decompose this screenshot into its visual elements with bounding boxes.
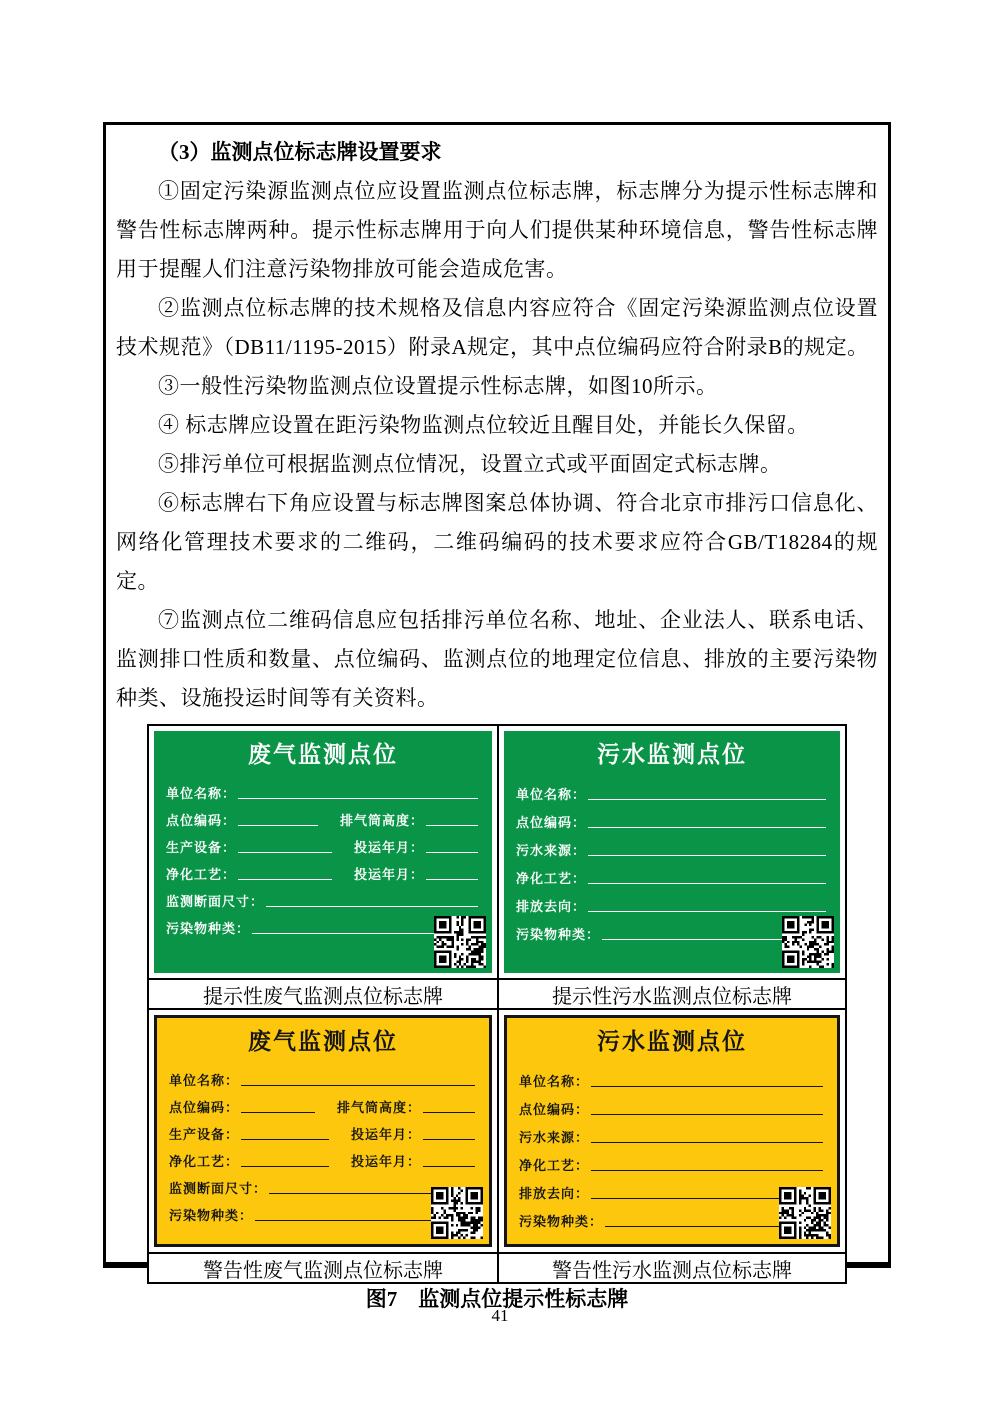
field-label: 单位名称： (519, 1074, 590, 1089)
field-underline (588, 799, 826, 800)
sign-water-prompt (504, 731, 840, 973)
field-underline (588, 911, 826, 912)
qr-code (782, 916, 834, 968)
field-underline (588, 883, 826, 884)
field-underline (588, 855, 826, 856)
field-label: 生产设备： (166, 840, 237, 855)
qr-code (779, 1187, 831, 1239)
sign-title: 废气监测点位 (248, 1028, 398, 1054)
field-row (166, 856, 480, 883)
field-label: 净化工艺： (519, 1158, 590, 1173)
field-label: 投运年月： (353, 840, 424, 855)
field-row (516, 775, 828, 803)
field-underline (238, 852, 332, 853)
sign-title: 废气监测点位 (248, 741, 398, 767)
field-label: 投运年月： (350, 1127, 421, 1142)
paragraph-3: ③一般性污染物监测点位设置提示性标志牌，如图10所示。 (158, 374, 718, 398)
sign-gas-prompt (154, 731, 492, 973)
field-label: 污水来源： (519, 1130, 590, 1145)
field-row (519, 1118, 825, 1146)
cell-water-prompt (497, 726, 845, 978)
caption-water-prompt: 提示性污水监测点位标志牌 (497, 978, 845, 1008)
field-label: 点位编码： (166, 813, 237, 828)
field-underline (591, 1086, 823, 1087)
field-label: 排放去向： (519, 1186, 590, 1201)
paragraph-7: ⑦监测点位二维码信息应包括排污单位名称、地址、企业法人、联系电话、监测排口性质和数量、点位编码、监测点位的地理定位信息、排放的主要污染物种类、设施投运时间等有关资料。 (116, 608, 878, 710)
field-label: 污水来源： (516, 843, 587, 858)
field-row (166, 829, 480, 856)
field-label: 监测断面尺寸： (169, 1181, 268, 1196)
field-label: 排放去向： (516, 899, 587, 914)
field-row (166, 883, 480, 910)
field-label: 点位编码： (516, 815, 587, 830)
field-row (169, 1089, 477, 1116)
sign-gas-warning (154, 1015, 492, 1247)
field-label: 点位编码： (169, 1100, 240, 1115)
field-row (169, 1062, 477, 1089)
field-row (516, 831, 828, 859)
page-number: 41 (491, 1306, 509, 1325)
field-label: 生产设备： (169, 1127, 240, 1142)
field-row (166, 802, 480, 829)
cell-gas-warning (149, 1008, 497, 1252)
field-row (169, 1116, 477, 1143)
field-label: 污染物种类： (516, 927, 601, 942)
cell-water-warning (497, 1008, 845, 1252)
caption-gas-warning: 警告性废气监测点位标志牌 (149, 1252, 497, 1282)
caption-gas-prompt: 提示性废气监测点位标志牌 (149, 978, 497, 1008)
cell-gas-prompt (149, 726, 497, 978)
paragraph-1: ①固定污染源监测点位应设置监测点位标志牌，标志牌分为提示性标志牌和警告性标志牌两种。提示性标志牌用于向人们提供某种环境信息，警告性标志牌用于提醒人们注意污染物排放可能会造成危害。 (116, 179, 878, 281)
qr-code (434, 916, 486, 968)
sign-title: 污水监测点位 (597, 1028, 747, 1054)
field-row (166, 775, 480, 802)
field-underline (588, 827, 826, 828)
field-underline (423, 1112, 475, 1113)
field-label: 污染物种类： (519, 1214, 604, 1229)
paragraph-2: ②监测点位标志牌的技术规格及信息内容应符合《固定污染源监测点位设置技术规范》（DB11/1195-2015）附录A规定，其中点位编码应符合附录B的规定。 (116, 296, 878, 359)
field-label: 投运年月： (350, 1154, 421, 1169)
field-label: 污染物种类： (166, 921, 251, 936)
field-row (516, 803, 828, 831)
field-underline (426, 825, 478, 826)
field-label: 净化工艺： (166, 867, 237, 882)
field-underline (238, 798, 478, 799)
field-row (519, 1146, 825, 1174)
paragraph-6: ⑥标志牌右下角应设置与标志牌图案总体协调、符合北京市排污口信息化、网络化管理技术要求的二维码，二维码编码的技术要求应符合GB/T18284的规定。 (116, 491, 878, 593)
field-row (516, 887, 828, 915)
field-underline (241, 1112, 315, 1113)
field-label: 投运年月： (353, 867, 424, 882)
field-underline (423, 1166, 475, 1167)
figure-caption: 图7 监测点位提示性标志牌 (365, 1287, 629, 1311)
field-underline (591, 1142, 823, 1143)
caption-water-warning: 警告性污水监测点位标志牌 (497, 1252, 845, 1282)
field-label: 净化工艺： (516, 871, 587, 886)
field-row (166, 910, 480, 937)
field-underline (423, 1139, 475, 1140)
field-underline (426, 852, 478, 853)
field-label: 点位编码： (519, 1102, 590, 1117)
field-underline (426, 879, 478, 880)
field-label: 监测断面尺寸： (166, 894, 265, 909)
field-row (169, 1143, 477, 1170)
paragraph-4: ④ 标志牌应设置在距污染物监测点位较近且醒目处，并能长久保留。 (158, 413, 809, 437)
field-underline (266, 906, 478, 907)
paragraph-5: ⑤排污单位可根据监测点位情况，设置立式或平面固定式标志牌。 (158, 452, 782, 476)
field-label: 单位名称： (516, 787, 587, 802)
sign-water-warning (504, 1015, 840, 1247)
field-row (519, 1090, 825, 1118)
field-label: 污染物种类： (169, 1208, 254, 1223)
field-label: 净化工艺： (169, 1154, 240, 1169)
field-label: 单位名称： (169, 1073, 240, 1088)
field-label: 排气筒高度： (339, 813, 424, 828)
field-row (516, 859, 828, 887)
section-heading: （3）监测点位标志牌设置要求 (158, 140, 442, 164)
field-underline (238, 879, 332, 880)
figure-7-signage-table (147, 724, 847, 1284)
field-underline (591, 1114, 823, 1115)
field-label: 单位名称： (166, 786, 237, 801)
field-underline (238, 825, 318, 826)
field-label: 排气筒高度： (336, 1100, 421, 1115)
field-row (519, 1062, 825, 1090)
field-underline (591, 1170, 823, 1171)
field-underline (241, 1166, 329, 1167)
sign-title: 污水监测点位 (597, 741, 747, 767)
content-border-box (103, 122, 891, 1311)
qr-code (431, 1187, 483, 1239)
field-underline (241, 1085, 475, 1086)
field-underline (241, 1139, 329, 1140)
